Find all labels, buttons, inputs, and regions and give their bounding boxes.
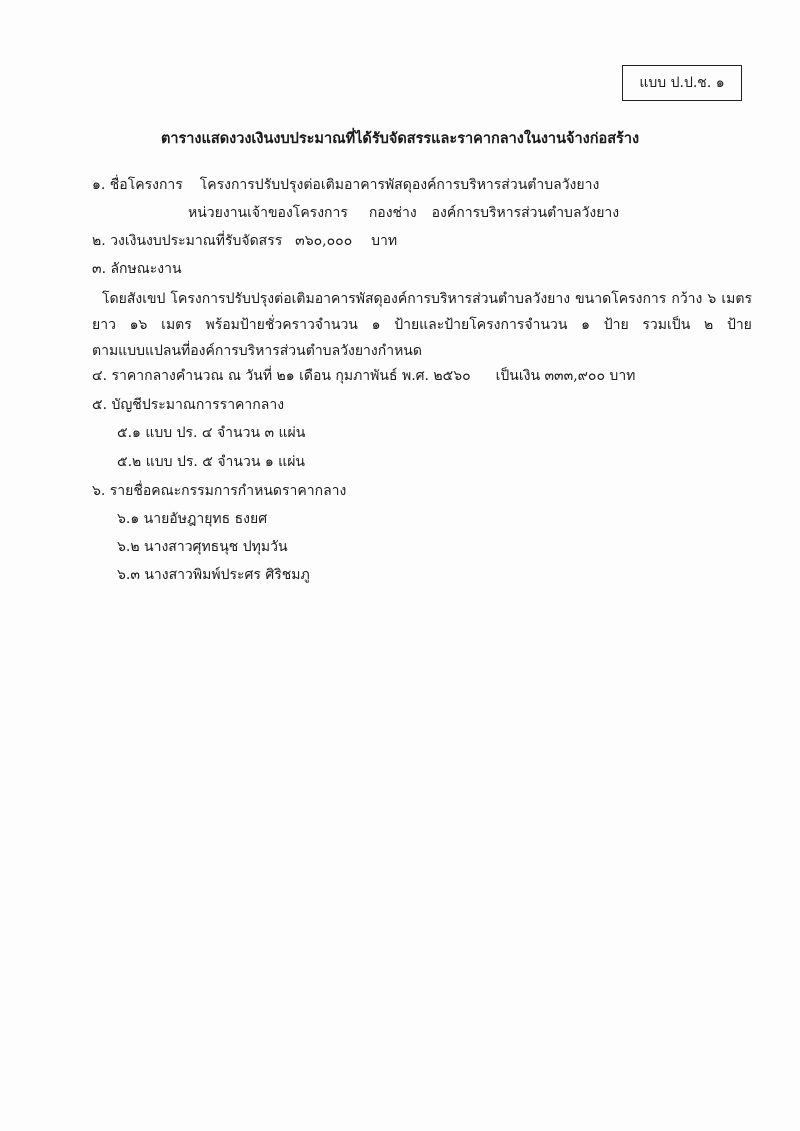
item5-label: ๕. บัญชีประมาณการราคากลาง	[92, 397, 285, 413]
list-item: ๕.๒ แบบ ปร. ๕ จำนวน ๑ แผ่น	[117, 454, 305, 470]
committee-member: ๖.๓ นางสาวพิมพ์ประศร ศิริชมภู	[117, 567, 310, 583]
owner-label: หน่วยงานเจ้าของโครงการ	[188, 205, 348, 221]
work-description	[92, 286, 752, 364]
item3-label: ๓. ลักษณะงาน	[92, 261, 182, 277]
budget-amount: ๓๖๐,๐๐๐	[295, 233, 353, 249]
item4-label: ๔. ราคากลางคำนวณ ณ วันที่ ๒๑ เดือน กุมภาพันธ์ พ.ศ. ๒๕๖๐	[92, 368, 471, 384]
list-item: ๕.๑ แบบ ปร. ๔ จำนวน ๓ แผ่น	[117, 425, 306, 441]
desc-line-3	[92, 338, 752, 364]
desc-word: ๖	[707, 291, 717, 307]
desc-word: ๑	[371, 317, 381, 333]
desc-word: โดยสังเขป	[102, 291, 166, 307]
item6-line	[92, 481, 346, 501]
median-price: เป็นเงิน ๓๓๓,๙๐๐ บาท	[495, 368, 636, 384]
item2-line	[92, 231, 397, 251]
desc-word: เมตร	[161, 317, 192, 333]
item6-label: ๖. รายชื่อคณะกรรมการกำหนดราคากลาง	[92, 483, 347, 499]
desc-word: ๒	[703, 317, 714, 333]
desc-word: กว้าง	[671, 291, 703, 307]
desc-word: รวมเป็น	[642, 317, 691, 333]
desc-word: โครงการปรับปรุงต่อเติมอาคารพัสดุองค์การบริหารส่วนตำบลวังยาง	[170, 291, 571, 307]
desc-line-2	[92, 312, 752, 338]
item3-line	[92, 259, 182, 279]
item1-line	[92, 175, 599, 195]
form-code: แบบ ป.ป.ช. ๑	[639, 75, 725, 91]
desc-word: เมตร	[721, 291, 752, 307]
project-name: โครงการปรับปรุงต่อเติมอาคารพัสดุองค์การบริหารส่วนตำบลวังยาง	[199, 177, 600, 193]
desc-word: ป้ายและป้ายโครงการจำนวน	[394, 317, 568, 333]
desc-line-1	[92, 286, 752, 312]
owner-division: กองช่าง	[368, 205, 417, 221]
desc-word: ป้าย	[603, 317, 629, 333]
budget-unit: บาท	[371, 233, 398, 249]
item5-line	[92, 395, 284, 415]
owner-line	[188, 203, 619, 223]
owner-org: องค์การบริหารส่วนตำบลวังยาง	[431, 205, 620, 221]
desc-word: ป้าย	[726, 317, 752, 333]
desc-word: ขนาดโครงการ	[575, 291, 667, 307]
form-code-box	[622, 65, 742, 101]
document-title: ตารางแสดงวงเงินงบประมาณที่ได้รับจัดสรรและราคากลางในงานจ้างก่อสร้าง	[160, 130, 640, 147]
item4-line	[92, 366, 635, 386]
item1-label: ๑. ชื่อโครงการ	[92, 177, 183, 193]
desc-line-3-text: ตามแบบแปลนที่องค์การบริหารส่วนตำบลวังยางกำหนด	[92, 343, 422, 359]
committee-member: ๖.๒ นางสาวศุทธนุช ปทุมวัน	[117, 539, 288, 555]
committee-member: ๖.๑ นายอัษฎายุทธ ธงยศ	[117, 511, 268, 527]
desc-word: ๑๖	[129, 317, 148, 333]
item2-label: ๒. วงเงินงบประมาณที่รับจัดสรร	[92, 233, 283, 249]
desc-word: ๑	[581, 317, 591, 333]
desc-word: ยาว	[92, 317, 116, 333]
desc-word: พร้อมป้ายชั่วคราวจำนวน	[205, 317, 358, 333]
